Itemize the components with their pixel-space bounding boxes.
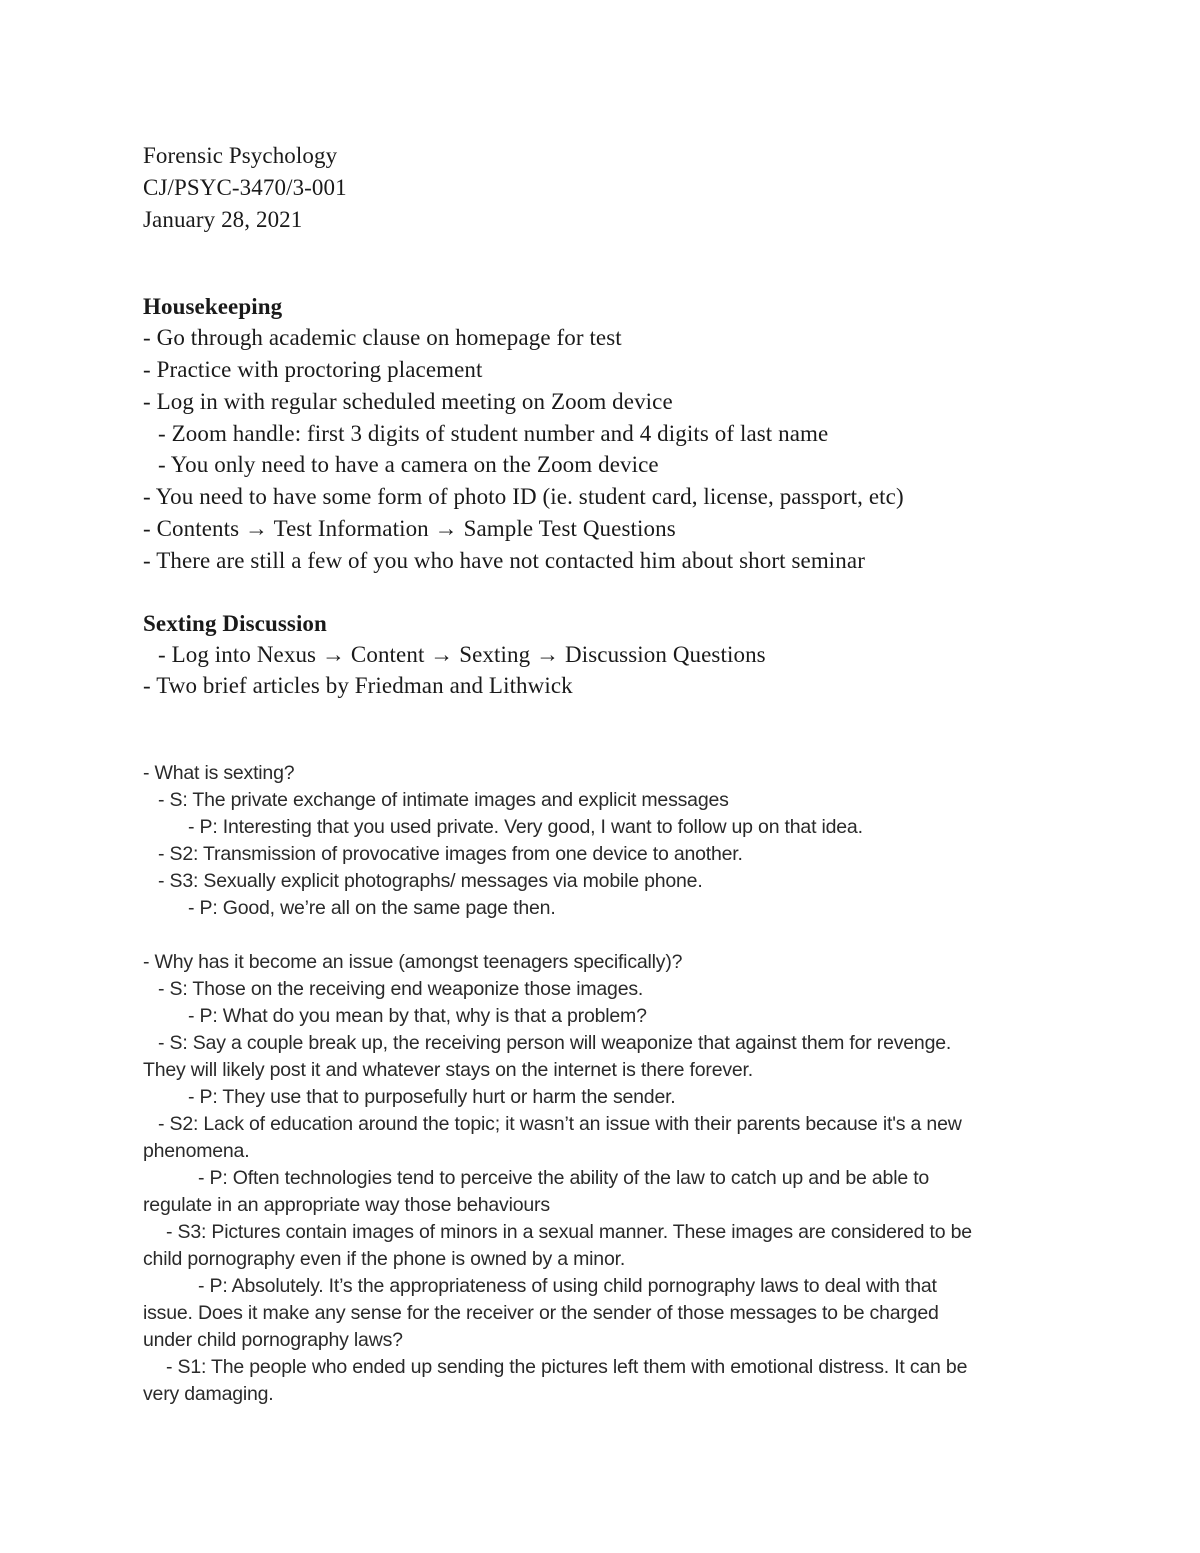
discussion-answer-cont: child pornography even if the phone is owned by a minor. <box>143 1248 626 1270</box>
discussion-answer-cont: very damaging. <box>143 1383 274 1405</box>
housekeeping-item: - Contents → Test Information → Sample Test Questions <box>143 516 676 541</box>
discussion-question: - Why has it become an issue (amongst teenagers specifically)? <box>143 951 683 973</box>
discussion-response: - P: Good, we’re all on the same page then. <box>188 897 556 919</box>
discussion-response-cont: regulate in an appropriate way those behaviours <box>143 1194 550 1216</box>
discussion-response: - P: Often technologies tend to perceive the ability of the law to catch up and be able to <box>198 1167 930 1189</box>
housekeeping-subitem: - You only need to have a camera on the Zoom device <box>158 452 659 477</box>
housekeeping-heading: Housekeeping <box>143 294 283 319</box>
discussion-answer: - S2: Lack of education around the topic; it wasn’t an issue with their parents because it's a new <box>158 1113 962 1135</box>
discussion-answer-cont: phenomena. <box>143 1140 250 1162</box>
housekeeping-item: - There are still a few of you who have not contacted him about short seminar <box>143 548 865 573</box>
discussion-response: - P: Absolutely. It’s the appropriateness of using child pornography laws to deal with that <box>198 1275 937 1297</box>
discussion-answer: - S: Say a couple break up, the receiving person will weaponize that against them for revenge. <box>158 1032 952 1054</box>
discussion-response: - P: Interesting that you used private. Very good, I want to follow up on that idea. <box>188 816 863 838</box>
discussion-answer: - S: Those on the receiving end weaponize those images. <box>158 978 644 1000</box>
sexting-item: - Two brief articles by Friedman and Lithwick <box>143 673 573 698</box>
discussion-response: - P: What do you mean by that, why is that a problem? <box>188 1005 647 1027</box>
sexting-item: - Log into Nexus → Content → Sexting → Discussion Questions <box>158 642 766 667</box>
discussion-response-cont: under child pornography laws? <box>143 1329 403 1351</box>
course-title: Forensic Psychology <box>143 143 338 168</box>
discussion-answer-cont: They will likely post it and whatever stays on the internet is there forever. <box>143 1059 753 1081</box>
housekeeping-item: - Practice with proctoring placement <box>143 357 483 382</box>
discussion-answer: - S: The private exchange of intimate images and explicit messages <box>158 789 729 811</box>
discussion-answer: - S1: The people who ended up sending the pictures left them with emotional distress. It can be <box>166 1356 968 1378</box>
discussion-answer: - S2: Transmission of provocative images from one device to another. <box>158 843 743 865</box>
sexting-heading: Sexting Discussion <box>143 611 327 636</box>
housekeeping-item: - Go through academic clause on homepage for test <box>143 325 622 350</box>
discussion-response: - P: They use that to purposefully hurt or harm the sender. <box>188 1086 676 1108</box>
course-code: CJ/PSYC-3470/3-001 <box>143 175 347 200</box>
discussion-answer: - S3: Sexually explicit photographs/ messages via mobile phone. <box>158 870 703 892</box>
housekeeping-subitem: - Zoom handle: first 3 digits of student number and 4 digits of last name <box>158 421 829 446</box>
discussion-question: - What is sexting? <box>143 762 295 784</box>
discussion-response-cont: issue. Does it make any sense for the receiver or the sender of those messages to be charged <box>143 1302 939 1324</box>
housekeeping-item: - Log in with regular scheduled meeting on Zoom device <box>143 389 673 414</box>
lecture-date: January 28, 2021 <box>143 207 303 232</box>
discussion-answer: - S3: Pictures contain images of minors in a sexual manner. These images are considered to be <box>166 1221 972 1243</box>
housekeeping-item: - You need to have some form of photo ID (ie. student card, license, passport, etc) <box>143 484 904 509</box>
